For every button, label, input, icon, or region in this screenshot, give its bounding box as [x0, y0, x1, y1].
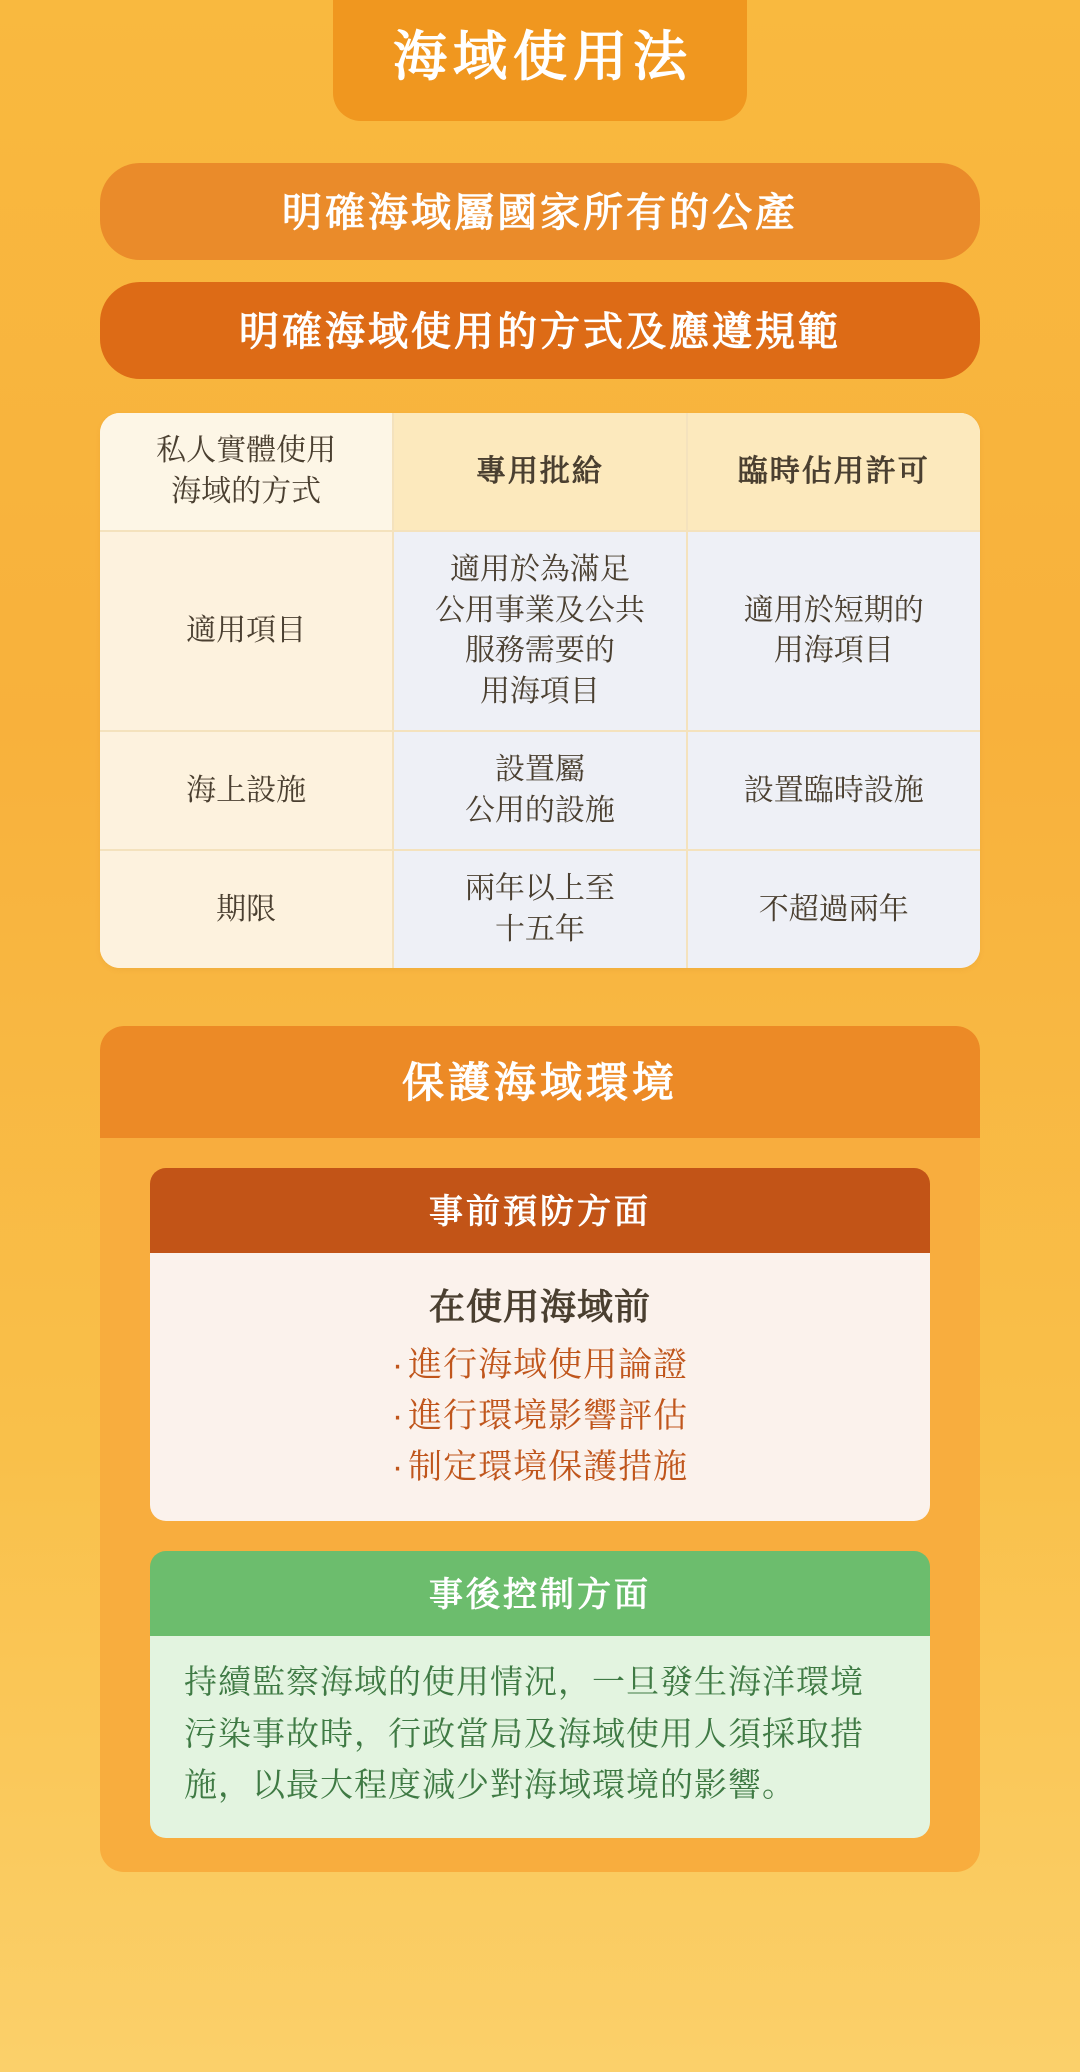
prevention-lead: 在使用海域前	[428, 1286, 651, 1328]
usage-table	[100, 413, 980, 968]
cell-applicable-items-a	[393, 531, 686, 731]
table-header-col-a: 專用批給	[393, 413, 686, 531]
cell-marine-facilities-a	[393, 731, 686, 850]
control-text: 持續監察海域的使用情況，一旦發生海洋環境污染事故時，行政當局及海域使用人須採取措施，以最大程度減少對海域環境的影響。	[184, 1663, 864, 1803]
cell-line: 十五年	[494, 912, 585, 946]
protection-title: 保護海域環境	[100, 1026, 980, 1138]
table-header-label-line2: 海域的方式	[171, 474, 322, 508]
prevention-item-label: 進行海域使用論證	[408, 1346, 689, 1385]
cell-applicable-items-b	[687, 531, 980, 731]
bullet-dot-icon: ·	[391, 1346, 405, 1385]
prevention-item	[184, 1442, 896, 1493]
row-label-marine-facilities: 海上設施	[100, 731, 393, 850]
cell-line: 用海項目	[479, 674, 600, 708]
cell-duration-a	[393, 850, 686, 968]
protection-section	[100, 1026, 980, 1871]
control-card	[150, 1551, 930, 1837]
cell-line: 適用於短期的	[743, 593, 924, 627]
cell-line: 公用的設施	[464, 793, 615, 827]
cell-line: 設置屬	[494, 753, 585, 787]
row-label-applicable-items: 適用項目	[100, 531, 393, 731]
prevention-item-label: 制定環境保護措施	[408, 1448, 689, 1487]
prevention-item	[184, 1391, 896, 1442]
table-header-label-line1: 私人實體使用	[156, 434, 337, 468]
table-header-col-b: 臨時佔用許可	[687, 413, 980, 531]
table-row	[100, 850, 980, 968]
table-row	[100, 531, 980, 731]
prevention-heading: 事前預防方面	[150, 1168, 930, 1253]
cell-line: 兩年以上至	[464, 872, 615, 906]
prevention-body	[150, 1253, 930, 1521]
table-row	[100, 731, 980, 850]
bullet-dot-icon: ·	[391, 1397, 405, 1436]
cell-line: 適用於為滿足	[449, 553, 630, 587]
prevention-item	[184, 1340, 896, 1391]
cell-line: 用海項目	[773, 634, 894, 668]
table-header-row	[100, 413, 980, 531]
bullet-dot-icon: ·	[391, 1448, 405, 1487]
control-heading: 事後控制方面	[150, 1551, 930, 1636]
banner-usage-rules: 明確海域使用的方式及應遵規範	[100, 282, 980, 379]
control-body	[150, 1636, 930, 1837]
cell-line: 服務需要的	[464, 634, 615, 668]
cell-duration-b	[687, 850, 980, 968]
prevention-item-label: 進行環境影響評估	[408, 1397, 689, 1436]
cell-line: 設置臨時設施	[743, 773, 924, 807]
prevention-card	[150, 1168, 930, 1521]
cell-marine-facilities-b	[687, 731, 980, 850]
table-header-label	[100, 413, 393, 531]
usage-table-card	[100, 413, 980, 968]
banner-public-property: 明確海域屬國家所有的公產	[100, 163, 980, 260]
row-label-duration: 期限	[100, 850, 393, 968]
title-container	[100, 0, 980, 121]
page-title: 海域使用法	[333, 0, 747, 121]
cell-line: 公用事業及公共	[434, 593, 645, 627]
cell-line: 不超過兩年	[758, 892, 909, 926]
